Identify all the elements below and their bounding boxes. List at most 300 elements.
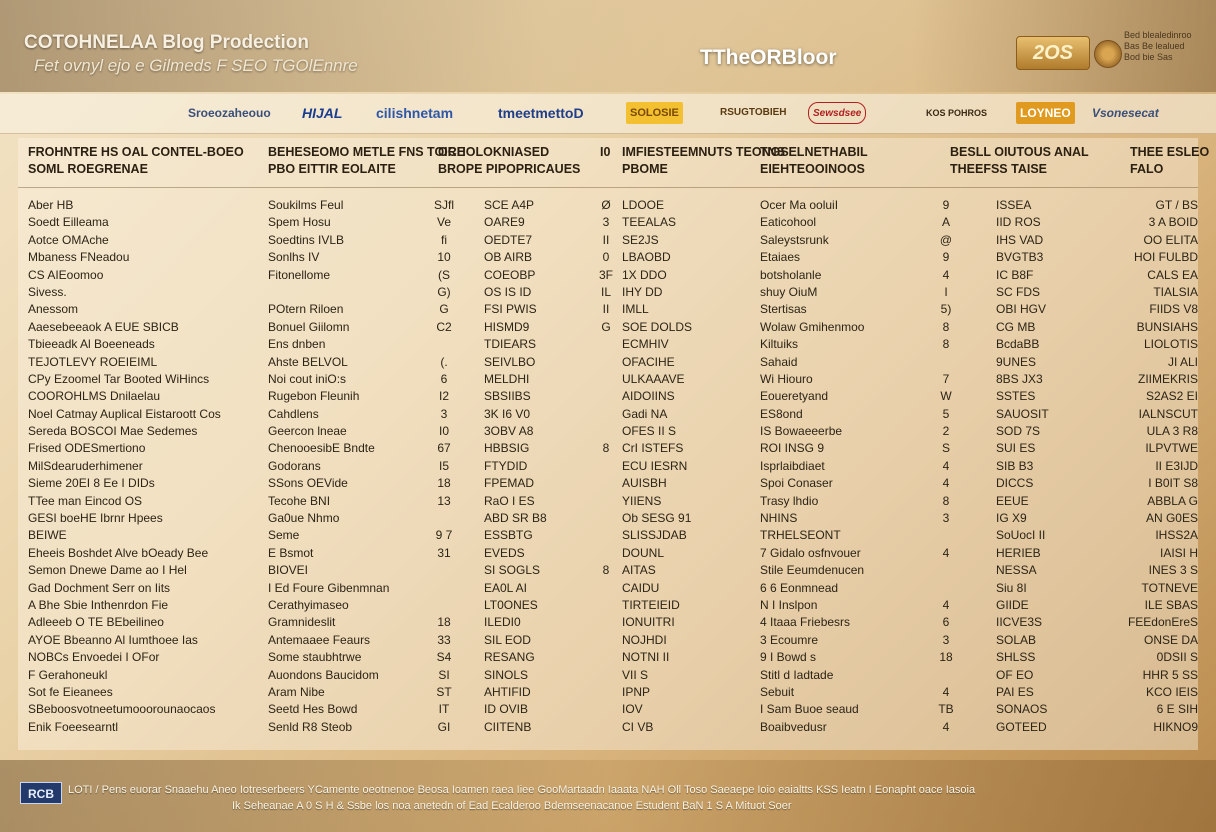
table-cell: ROI INSG 9 (760, 441, 825, 456)
table-cell: IS Bowaeeerbe (760, 424, 843, 439)
table-cell: 3 (942, 632, 950, 647)
table-cell: POtern Riloen (268, 302, 344, 317)
table-cell: COEOBP (484, 267, 536, 282)
table-cell: 18 (437, 615, 451, 630)
table-cell: ILPVTWE (1145, 441, 1198, 456)
table-cell: OBI HGV (996, 302, 1047, 317)
table-row (18, 720, 1198, 737)
column-header: OCHOLOKNIASED BROPE PIPOPRICAUES (438, 145, 581, 176)
table-cell: Stitl d Iadtade (760, 667, 834, 682)
table-cell: 9UNES (996, 354, 1037, 369)
table-cell: 10 (437, 250, 451, 265)
table-cell: II E3IJD (1155, 458, 1198, 473)
table-cell: CAIDU (622, 580, 660, 595)
table-cell: ULA 3 R8 (1146, 424, 1198, 439)
table-cell: 0DSII S (1156, 650, 1198, 665)
table-cell: 5) (940, 302, 952, 317)
table-cell: Cerathyimaseo (268, 597, 349, 612)
table-cell: SOLAB (996, 632, 1037, 647)
table-cell: Ga0ue Nhmo (268, 511, 340, 526)
table-cell: INES 3 S (1148, 563, 1198, 578)
table-cell: Siu 8I (996, 580, 1027, 595)
table-cell: CALS EA (1147, 267, 1198, 282)
table-cell: G (601, 319, 611, 334)
table-cell: FPEMAD (484, 476, 535, 491)
table-cell: G (439, 302, 449, 317)
table-row (18, 598, 1198, 615)
table-body (18, 198, 1198, 737)
table-cell: 4 (942, 458, 950, 473)
table-cell: 1X DDO (622, 267, 667, 282)
table-cell: 3F (598, 267, 613, 282)
header-right-text (1124, 30, 1204, 63)
table-cell: IG X9 (996, 511, 1027, 526)
table-cell: SE2JS (622, 232, 659, 247)
table-cell: shuy OiuM (760, 284, 818, 299)
table-cell: SIB B3 (996, 458, 1034, 473)
table-cell: ECU IESRN (622, 458, 688, 473)
table-cell: TDIEARS (484, 337, 537, 352)
table-cell: II (602, 232, 610, 247)
table-row (18, 407, 1198, 424)
table-cell: TIRTEIEID (622, 597, 680, 612)
table-cell: SLISSJDAB (622, 528, 687, 543)
table-row (18, 563, 1198, 580)
table-cell: Tbieeadk Al Boeeneads (28, 337, 155, 352)
table-cell: SSTES (996, 389, 1036, 404)
table-row (18, 302, 1198, 319)
table-cell: 8 (942, 319, 950, 334)
table-cell: Ahste BELVOL (268, 354, 348, 369)
header-banner (0, 0, 1216, 92)
table-row (18, 528, 1198, 545)
table-cell: IONUITRI (622, 615, 675, 630)
table-cell: TTee man Eincod OS (28, 493, 143, 508)
table-cell: E Bsmot (268, 545, 314, 560)
table-cell: Ve (436, 215, 451, 230)
table-row (18, 476, 1198, 493)
table-cell: OS IS ID (484, 284, 532, 299)
column-header: FROHNTRE HS OAL CONTEL-BOEO SOML ROEGRENAE (28, 145, 244, 176)
table-cell: W (940, 389, 952, 404)
header-right-line: Bod bie Sas (1124, 52, 1173, 62)
table-row (18, 233, 1198, 250)
table-cell: VII S (622, 667, 649, 682)
table-cell: Sot fe Eieanees (28, 684, 113, 699)
table-cell: ISSEA (996, 198, 1032, 212)
header-right-line: Bed blealedinroo (1124, 30, 1192, 40)
table-cell: I0 (438, 424, 449, 439)
table-cell: Soedt Eilleama (28, 215, 109, 230)
table-row (18, 459, 1198, 476)
table-row (18, 355, 1198, 372)
sponsor-logo-strip (0, 94, 1216, 134)
table-cell: SJfl (433, 198, 454, 212)
table-cell: Noel Catmay Auplical Eistaroott Cos (28, 406, 221, 421)
table-cell: 0 (602, 250, 610, 265)
table-cell: Sereda BOSCOI Mae Sedemes (28, 424, 198, 439)
table-row (18, 250, 1198, 267)
table-cell: CS AIEoomoo (28, 267, 104, 282)
table-cell: Spem Hosu (268, 215, 331, 230)
table-cell: IOV (622, 702, 643, 717)
sponsor-logo: tmeetmettoD (498, 105, 584, 121)
table-cell: 3K I6 V0 (484, 406, 531, 421)
brand-title: TTheORBloor (700, 46, 837, 69)
table-cell: 18 (437, 476, 451, 491)
table-cell: 2 (942, 424, 950, 439)
table-cell: 31 (437, 545, 451, 560)
table-cell: Cahdlens (268, 406, 319, 421)
table-cell: SONAOS (996, 702, 1048, 717)
table-cell: 8 (602, 563, 610, 578)
table-row (18, 581, 1198, 598)
table-cell: HOI FULBD (1133, 250, 1198, 265)
sponsor-logo: cilishnetam (376, 105, 454, 121)
table-cell: SI SOGLS (484, 563, 541, 578)
table-cell: JI ALI (1167, 354, 1198, 369)
column-header: BEHESEOMO METLE FNS TOIRE PBO EITTIR EOLAITE (268, 145, 466, 176)
table-cell: Tecohe BNI (268, 493, 331, 508)
table-cell: FIIDS V8 (1149, 302, 1198, 317)
table-cell: 67 (437, 441, 451, 456)
table-cell: 18 (939, 650, 953, 665)
table-cell: IHY DD (622, 284, 663, 299)
footer-text-line: LOTI / Pens euorar Snaaehu Aneo Iotreserbeers YCamente oeotnenoe Beosa Ioamen raea Iiee GooMartaadn Iaaata NAH Oll Toso Saeaepe Ioio eaialtts KSS Ieatn I Eonapht oace Iasoia (68, 784, 976, 796)
table-cell: SHLSS (996, 650, 1036, 665)
table-row (18, 337, 1198, 354)
table-row (18, 633, 1198, 650)
table-cell: DOUNL (622, 545, 665, 560)
table-cell: 13 (437, 493, 451, 508)
table-row (18, 268, 1198, 285)
table-cell: 6 6 Eonmnead (760, 580, 839, 595)
table-cell: IC B8F (996, 267, 1034, 282)
table-cell: Aaesebeeaok A EUE SBICB (28, 319, 179, 334)
table-cell: AUISBH (622, 476, 667, 491)
table-cell: Ob SESG 91 (622, 511, 692, 526)
table-cell: CPy Ezoomel Tar Booted WiHincs (28, 371, 210, 386)
table-cell: Enik Foeesearntl (28, 719, 119, 734)
table-cell: Eaticohool (760, 215, 817, 230)
table-row (18, 424, 1198, 441)
table-cell: Ens dnben (268, 337, 326, 352)
table-cell: 33 (437, 632, 451, 647)
table-cell: 7 Gidalo osfnvouer (760, 545, 861, 560)
table-cell: IAISI H (1159, 545, 1198, 560)
table-cell: SOD 7S (996, 424, 1041, 439)
table-cell: 9 7 (435, 528, 453, 543)
table-cell: Mbaness FNeadou (28, 250, 130, 265)
table-cell: OARE9 (484, 215, 525, 230)
sponsor-logo: HIJAL (302, 105, 343, 121)
table-cell: ABD SR B8 (484, 511, 547, 526)
column-header: BESLL OIUTOUS ANAL THEEFSS TAISE (950, 145, 1089, 176)
table-cell: Aber HB (28, 198, 74, 212)
table-cell: KCO IEIS (1145, 684, 1198, 699)
table-cell: Geercon lneae (268, 424, 347, 439)
table-cell: FTYDID (484, 458, 528, 473)
table-cell: Wolaw Gmihenmoo (760, 319, 865, 334)
table-cell: ID OVIB (484, 702, 529, 717)
table-row (18, 546, 1198, 563)
table-cell: AHTIFID (484, 684, 531, 699)
page-title: COTOHNELAA Blog Prodection (24, 32, 309, 53)
table-cell: MELDHI (484, 371, 530, 386)
year-badge: 2OS (1016, 36, 1090, 70)
table-cell: Adleeeb O TE BEbeilineo (28, 615, 164, 630)
table-cell: Seetd Hes Bowd (268, 702, 358, 717)
table-cell: S2AS2 EI (1145, 389, 1198, 404)
table-row (18, 702, 1198, 719)
column-header: I0 (600, 145, 611, 159)
table-cell: 4 (942, 719, 950, 734)
header-right-line: Bas Be lealued (1124, 41, 1185, 51)
table-cell: 3 (942, 511, 950, 526)
table-cell: 8 (602, 441, 610, 456)
table-cell: Sebuit (760, 684, 795, 699)
table-cell: A (941, 215, 950, 230)
table-row (18, 511, 1198, 528)
table-cell: DICCS (996, 476, 1034, 491)
table-row (18, 668, 1198, 685)
table-cell: Antemaaee Feaurs (268, 632, 371, 647)
table-cell: AN G0ES (1145, 511, 1198, 526)
table-cell: RaO I ES (484, 493, 535, 508)
table-cell: 3OBV A8 (484, 424, 534, 439)
table-cell: 6 (440, 371, 448, 386)
table-cell: IHSS2A (1155, 528, 1198, 543)
table-cell: fi (441, 232, 447, 247)
table-cell: CG MB (996, 319, 1036, 334)
table-cell: 4 (942, 545, 950, 560)
table-cell: 5 (942, 406, 950, 421)
table-cell: I2 (438, 389, 449, 404)
table-cell: SC FDS (996, 284, 1041, 299)
table-cell: AITAS (622, 563, 656, 578)
sponsor-logo: Vsonesecat (1092, 106, 1159, 120)
table-row (18, 685, 1198, 702)
table-cell: 4 Itaaa Friebesrs (760, 615, 851, 630)
table-cell: Rugebon Fleunih (268, 389, 360, 404)
table-cell: Ocer Ma ooluiI (760, 198, 839, 212)
table-cell: Semon Dnewe Dame ao I Hel (28, 563, 187, 578)
table-cell: S (941, 441, 950, 456)
table-cell: 3 A BOID (1148, 215, 1198, 230)
table-cell: IPNP (622, 684, 651, 699)
table-cell: NOTNI II (622, 650, 670, 665)
table-cell: TIALSIA (1153, 284, 1198, 299)
footer-text-line: Ik Seheanae A 0 S H & Ssbe los noa anetedn of Ead Ecalderoo Bdemseenacanoe Estudent BaN 1 S A Mituot Soer (232, 800, 792, 812)
table-cell: HBBSIG (484, 441, 530, 456)
table-cell: SBSIIBS (484, 389, 531, 404)
table-cell: Boaibvedusr (760, 719, 827, 734)
table-cell: OEDTE7 (484, 232, 533, 247)
table-cell: Some staubhtrwe (268, 650, 362, 665)
table-cell: TEJOTLEVY ROEIEIML (28, 354, 158, 369)
table-cell: 4 (942, 476, 950, 491)
table-cell: YIIENS (622, 493, 662, 508)
table-cell: Anessom (28, 302, 79, 317)
table-cell: (S (438, 267, 450, 282)
sponsor-logo: Sewsdsee (808, 102, 866, 124)
table-cell: IL (600, 284, 611, 299)
table-row (18, 215, 1198, 232)
data-table (18, 138, 1210, 750)
table-cell: Soukilms Feul (268, 198, 344, 212)
table-cell: SAUOSIT (996, 406, 1049, 421)
table-row (18, 198, 1198, 215)
table-cell: NOJHDI (622, 632, 667, 647)
table-cell: Stile Eeumdenucen (760, 563, 865, 578)
table-cell: IALNSCUT (1138, 406, 1198, 421)
table-cell: Soedtins IVLB (268, 232, 345, 247)
table-cell: Fitonellome (268, 267, 331, 282)
table-cell: Godorans (268, 458, 321, 473)
table-cell: Senld R8 Steob (268, 719, 353, 734)
table-cell: AIDOIINS (622, 389, 675, 404)
table-cell: Etaiaes (760, 250, 801, 265)
table-cell: BIOVEI (268, 563, 309, 578)
column-header: TNS ELNETHABIL EIEHTEOOINOOS (760, 145, 868, 176)
emblem-icon (1094, 40, 1122, 68)
table-cell: GOTEED (996, 719, 1047, 734)
table-row (18, 494, 1198, 511)
table-cell: IT (438, 702, 450, 717)
table-cell: BUNSIAHS (1136, 319, 1198, 334)
table-cell: IHS VAD (996, 232, 1044, 247)
table-cell: (. (440, 354, 448, 369)
table-cell: 9 I Bowd s (760, 650, 817, 665)
table-cell: ONSE DA (1143, 632, 1198, 647)
table-cell: G) (437, 284, 451, 299)
table-cell: SoUocI II (996, 528, 1046, 543)
table-cell: BVGTB3 (996, 250, 1044, 265)
table-cell: EA0L AI (484, 580, 527, 595)
table-cell: CI VB (622, 719, 654, 734)
table-cell: GIIDE (996, 597, 1029, 612)
table-cell: BcdaBB (996, 337, 1040, 352)
table-cell: Bonuel Giilomn (268, 319, 350, 334)
table-cell: Wi Hiouro (760, 371, 813, 386)
table-cell: HHR 5 SS (1142, 667, 1198, 682)
table-cell: CrI ISTEFS (622, 441, 684, 456)
table-cell: Stertisas (760, 302, 807, 317)
table-cell: Isprlaibdiaet (760, 458, 825, 473)
sponsor-logo: KOS POHROS (926, 108, 988, 118)
table-cell: Ø (601, 198, 611, 212)
table-cell: II (602, 302, 610, 317)
table-row (18, 615, 1198, 632)
table-cell: SSons OEVide (268, 476, 348, 491)
table-cell: HERIEB (996, 545, 1041, 560)
table-cell: ES8ond (760, 406, 803, 421)
table-cell: 3 (440, 406, 448, 421)
table-row (18, 441, 1198, 458)
table-cell: GI (437, 719, 451, 734)
table-cell: BEIWE (28, 528, 67, 543)
table-row (18, 650, 1198, 667)
table-cell: Aram Nibe (268, 684, 325, 699)
table-cell: HISMD9 (484, 319, 530, 334)
table-cell: Aotce OMAche (28, 232, 109, 247)
table-header (18, 138, 1210, 188)
table-cell: ZIIMEKRIS (1137, 371, 1198, 386)
table-cell: ABBLA G (1147, 493, 1198, 508)
table-cell: OB AIRB (484, 250, 533, 265)
table-cell: TB (938, 702, 954, 717)
table-cell: OF EO (996, 667, 1034, 682)
table-cell: ECMHIV (622, 337, 669, 352)
table-cell: SIL EOD (484, 632, 531, 647)
table-cell: S4 (436, 650, 452, 665)
table-cell: Sivess. (28, 284, 67, 299)
table-cell: IMLL (622, 302, 649, 317)
table-cell: ILE SBAS (1144, 597, 1198, 612)
table-cell: ST (436, 684, 452, 699)
table-cell: ESSBTG (484, 528, 533, 543)
column-header: THEE ESLEO FALO (1130, 145, 1210, 176)
table-cell: Sahaid (760, 354, 798, 369)
table-cell: GESI boeHE Ibrnr Hpees (28, 511, 163, 526)
table-cell: COOROHLMS Dnilaelau (28, 389, 161, 404)
table-cell: Auondons Baucidom (268, 667, 379, 682)
table-cell: ULKAAAVE (622, 371, 685, 386)
table-cell: NESSA (996, 563, 1037, 578)
table-cell: botsholanle (760, 267, 822, 282)
table-cell: N I Inslpon (760, 597, 818, 612)
table-cell: 8 (942, 337, 950, 352)
table-cell: OO ELITA (1143, 232, 1198, 247)
table-cell: OFACIHE (622, 354, 675, 369)
sponsor-logo: Sroeozaheouo (188, 106, 271, 120)
table-cell: 4 (942, 267, 950, 282)
table-cell: TOTNEVE (1141, 580, 1198, 595)
table-cell: ChenooesibE Bndte (268, 441, 375, 456)
footer-banner (0, 760, 1216, 832)
table-row (18, 389, 1198, 406)
table-cell: I Sam Buoe seaud (760, 702, 859, 717)
table-cell: Spoi Conaser (760, 476, 833, 491)
table-cell: Noi cout iniO:s (268, 371, 347, 386)
table-cell: IICVE3S (996, 615, 1043, 630)
table-cell: CIITENB (484, 719, 532, 734)
column-header: IMFIESTEEMNUTS TEONGS PBOME (622, 145, 789, 176)
sponsor-logo: RSUGTOBIEH (720, 107, 787, 118)
table-cell: LDOOE (622, 198, 665, 212)
table-cell: 6 (942, 615, 950, 630)
table-cell: Gad Dochment Serr on Iits (28, 580, 171, 595)
table-cell: TRHELSEONT (760, 528, 841, 543)
table-cell: LBAOBD (622, 250, 671, 265)
table-cell: EEUE (996, 493, 1029, 508)
table-cell: TEEALAS (622, 215, 677, 230)
table-cell: Trasy lhdio (760, 493, 819, 508)
sponsor-logo: LOYNEO (1016, 102, 1075, 124)
table-cell: 7 (942, 371, 950, 386)
table-cell: SOE DOLDS (622, 319, 693, 334)
table-cell: IID ROS (996, 215, 1041, 230)
table-cell: NOBCs Envoedei I OFor (28, 650, 160, 665)
table-cell: Sieme 20EI 8 Ee I DIDs (28, 476, 155, 491)
table-cell: Sonlhs IV (268, 250, 320, 265)
table-cell: NHINS (760, 511, 798, 526)
table-cell: SEIVLBO (484, 354, 536, 369)
table-cell: @ (939, 232, 953, 247)
table-cell: I Ed Foure Gibenmnan (268, 580, 390, 595)
table-cell: RESANG (484, 650, 535, 665)
table-cell: EVEDS (484, 545, 525, 560)
